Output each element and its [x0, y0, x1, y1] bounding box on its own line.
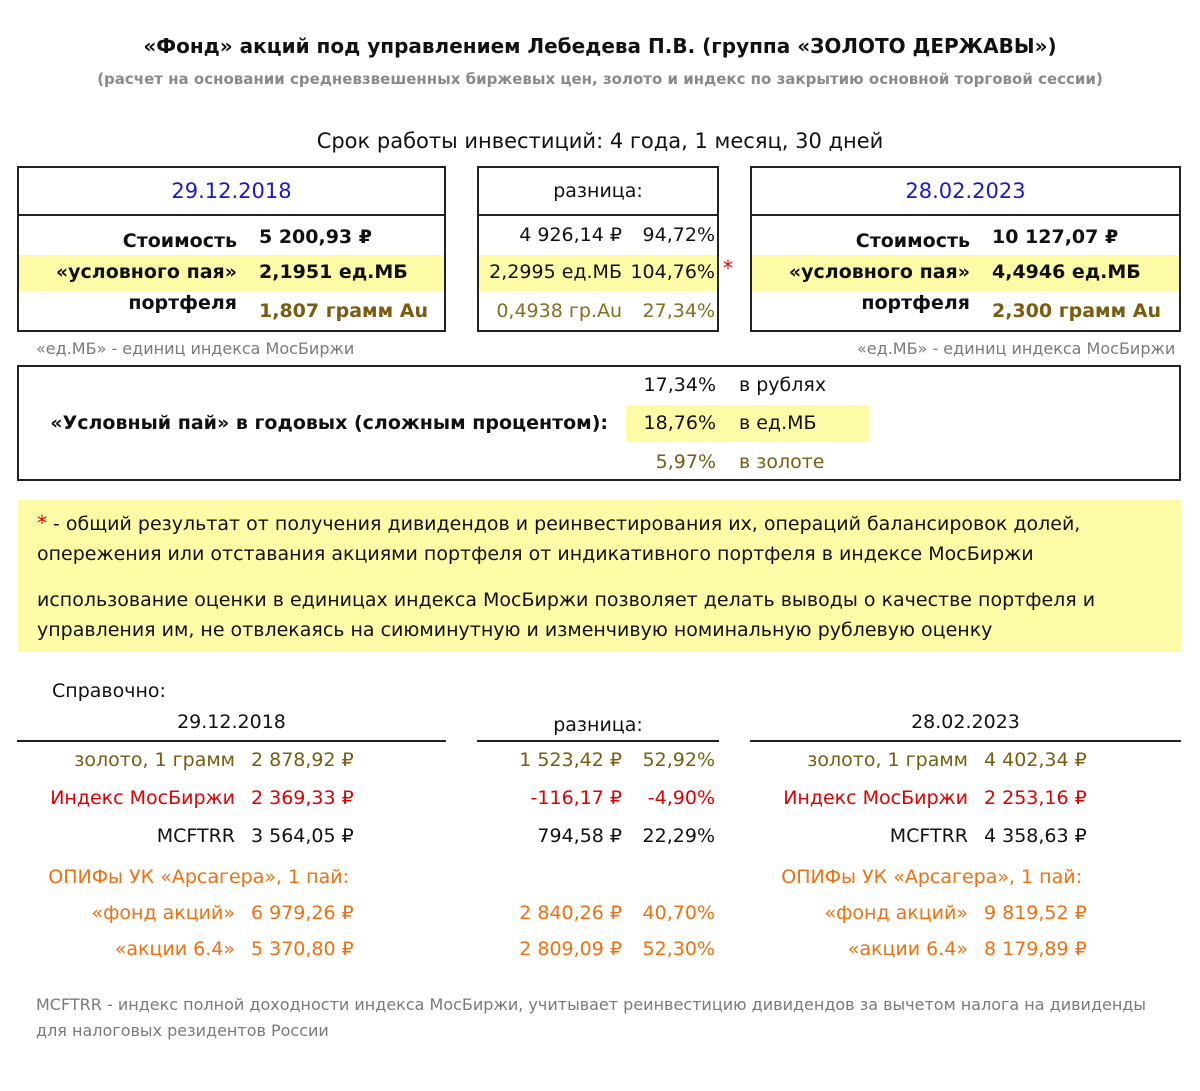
label-unit: «условного пая» [55, 261, 237, 283]
label-cost: Стоимость [855, 230, 970, 252]
ref-row-fund-pct: 40,70% [642, 902, 715, 924]
label-unit: «условного пая» [788, 261, 970, 283]
annual-mb-label: в ед.МБ [739, 412, 817, 434]
diff-gold-abs: 0,4938 гр.Au [496, 300, 622, 322]
ref-row-shares64-label-right: «акции 6.4» [847, 938, 968, 960]
page-subtitle: (расчет на основании средневзвешенных биржевых цен, золото и индекс по закрытию основной торговой сессии) [97, 70, 1103, 88]
label-portfolio: портфеля [861, 292, 970, 314]
explanation-paragraph-1: * - общий результат от получения дивидендов и реинвестирования их, операций балансировок долей, опережения или отставания акциями портфеля от индикативного портфеля в индексе МосБиржи [37, 511, 1081, 565]
asterisk-marker: * [723, 256, 733, 280]
reference-left-rule [17, 740, 446, 742]
reference-title: Справочно: [52, 680, 166, 702]
diff-mb-pct: 104,76% [630, 261, 715, 283]
annual-gold-pct: 5,97% [655, 451, 716, 473]
end-value-box [750, 166, 1181, 332]
ref-row-gold-pct: 52,92% [642, 749, 715, 771]
start-value-box [17, 166, 446, 332]
ref-row-mcftrr-left: 3 564,05 ₽ [251, 825, 354, 847]
explanation-paragraph-2: использование оценки в единицах индекса МосБиржи позволяет делать выводы о качестве портфеля и управления им, не отвлекаясь на сиюминутную и изменчивую номинальную рублевую оценку [37, 589, 1096, 641]
reference-left-date: 29.12.2018 [177, 711, 286, 733]
label-cost: Стоимость [122, 230, 237, 252]
ref-row-moex-label-right: Индекс МосБиржи [783, 787, 968, 809]
start-date-header [19, 168, 444, 216]
mb-note-left: «ед.МБ» - единиц индекса МосБиржи [36, 339, 355, 358]
reference-diff-rule [477, 740, 719, 742]
end-gold-value: 2,300 грамм Au [992, 300, 1161, 322]
diff-rub-abs: 4 926,14 ₽ [519, 224, 622, 246]
annual-gold-label: в золоте [739, 451, 825, 473]
ref-row-mcftrr-label: MCFTRR [156, 825, 235, 847]
mb-note-right: «ед.МБ» - единиц индекса МосБиржи [857, 339, 1176, 358]
ref-row-opif-header: ОПИФы УК «Арсагера», 1 пай: [48, 866, 349, 888]
footer-note: MCFTRR - индекс полной доходности индекса МосБиржи, учитывает реинвестицию дивидендов за вычетом налога на дивиденды для налоговых резидентов России [36, 995, 1146, 1040]
ref-row-shares64-label: «акции 6.4» [114, 938, 235, 960]
annual-mb-pct: 18,76% [643, 412, 716, 434]
ref-row-gold-diff: 1 523,42 ₽ [519, 749, 622, 771]
ref-row-shares64-diff: 2 809,09 ₽ [519, 938, 622, 960]
diff-mb-abs: 2,2995 ед.МБ [489, 261, 622, 283]
ref-row-mcftrr-diff: 794,58 ₽ [537, 825, 622, 847]
ref-row-opif-header-right: ОПИФы УК «Арсагера», 1 пай: [781, 866, 1082, 888]
label-portfolio: портфеля [128, 292, 237, 314]
reference-right-date: 28.02.2023 [911, 711, 1020, 733]
ref-row-gold-label-right: золото, 1 грамм [807, 749, 968, 771]
ref-row-gold-left: 2 878,92 ₽ [251, 749, 354, 771]
annual-rub-label: в рублях [739, 374, 827, 396]
ref-row-moex-pct: -4,90% [647, 787, 715, 809]
investment-term: Срок работы инвестиций: 4 года, 1 месяц, 30 дней [316, 129, 884, 153]
reference-right-rule [750, 740, 1181, 742]
ref-row-fund-label-right: «фонд акций» [824, 902, 968, 924]
page-title: «Фонд» акций под управлением Лебедева П.В. (группа «ЗОЛОТО ДЕРЖАВЫ») [143, 34, 1057, 58]
ref-row-mcftrr-label-right: MCFTRR [889, 825, 968, 847]
ref-row-moex-label: Индекс МосБиржи [50, 787, 235, 809]
ref-row-gold-label: золото, 1 грамм [74, 749, 235, 771]
end-date-header [752, 168, 1179, 216]
annual-rub-pct: 17,34% [643, 374, 716, 396]
ref-row-fund-left: 6 979,26 ₽ [251, 902, 354, 924]
ref-row-moex-right: 2 253,16 ₽ [984, 787, 1087, 809]
diff-rub-pct: 94,72% [642, 224, 715, 246]
ref-row-shares64-pct: 52,30% [642, 938, 715, 960]
ref-row-fund-diff: 2 840,26 ₽ [519, 902, 622, 924]
ref-row-moex-diff: -116,17 ₽ [530, 787, 622, 809]
difference-box [477, 166, 719, 332]
ref-row-shares64-left: 5 370,80 ₽ [251, 938, 354, 960]
difference-header: разница: [479, 168, 717, 216]
ref-row-mcftrr-right: 4 358,63 ₽ [984, 825, 1087, 847]
annual-return-box [17, 365, 1181, 481]
diff-gold-pct: 27,34% [642, 300, 715, 322]
ref-row-gold-right: 4 402,34 ₽ [984, 749, 1087, 771]
start-date: 29.12.2018 [171, 179, 292, 203]
reference-diff-header: разница: [553, 714, 643, 736]
start-mb-value: 2,1951 ед.МБ [259, 261, 408, 283]
end-date: 28.02.2023 [905, 179, 1026, 203]
explanation-box [18, 500, 1181, 652]
start-gold-value: 1,807 грамм Au [259, 300, 428, 322]
start-rub-value: 5 200,93 ₽ [259, 226, 372, 248]
ref-row-mcftrr-pct: 22,29% [642, 825, 715, 847]
ref-row-moex-left: 2 369,33 ₽ [251, 787, 354, 809]
ref-row-fund-right: 9 819,52 ₽ [984, 902, 1087, 924]
ref-row-fund-label: «фонд акций» [91, 902, 235, 924]
end-rub-value: 10 127,07 ₽ [992, 226, 1119, 248]
ref-row-shares64-right: 8 179,89 ₽ [984, 938, 1087, 960]
annual-label: «Условный пай» в годовых (сложным процентом): [50, 412, 608, 434]
end-mb-value: 4,4946 ед.МБ [992, 261, 1141, 283]
